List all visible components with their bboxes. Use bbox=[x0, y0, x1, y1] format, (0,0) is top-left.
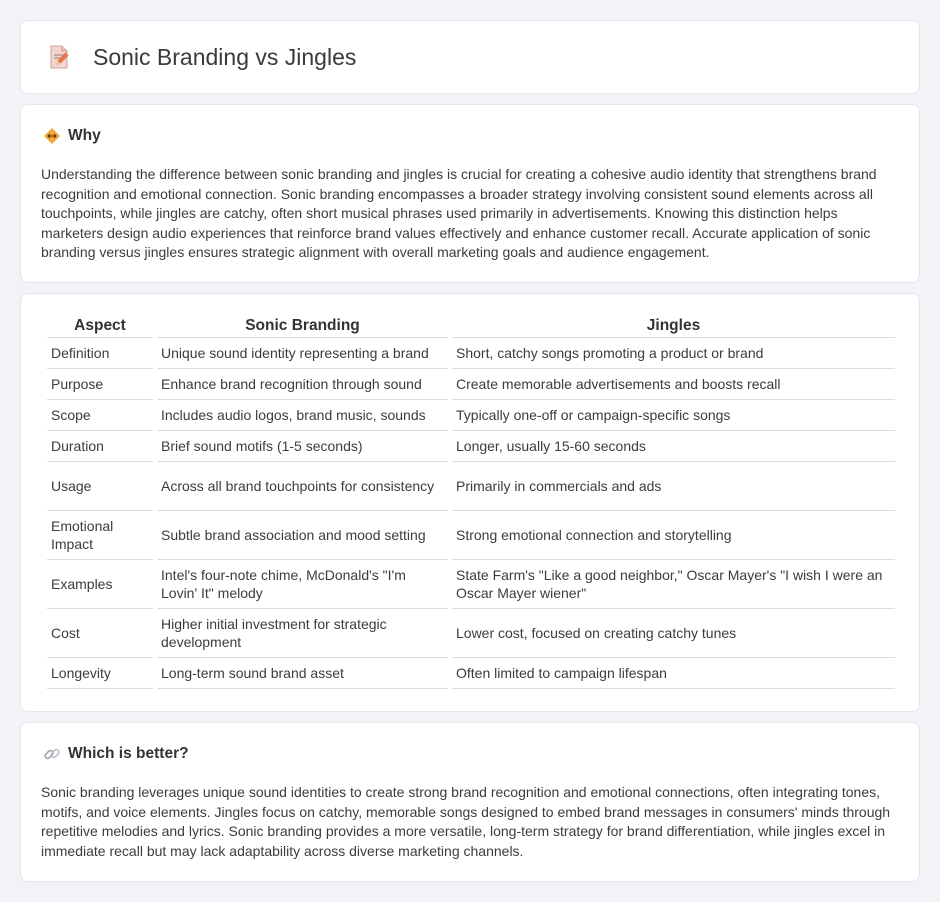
sonic-branding-cell: Intel's four-note chime, McDonald's "I'm Lovin' It" melody bbox=[157, 560, 448, 609]
sonic-branding-cell: Unique sound identity representing a brand bbox=[157, 338, 448, 369]
document-edit-icon bbox=[45, 43, 73, 71]
jingles-cell: State Farm's "Like a good neighbor," Oscar Mayer's "I wish I were an Oscar Mayer wiener" bbox=[452, 560, 895, 609]
jingles-cell: Short, catchy songs promoting a product or brand bbox=[452, 338, 895, 369]
table-row bbox=[47, 511, 895, 560]
jingles-cell: Longer, usually 15-60 seconds bbox=[452, 431, 895, 462]
comparison-section bbox=[20, 293, 920, 712]
aspect-cell: Examples bbox=[47, 560, 153, 609]
table-header-row bbox=[47, 315, 895, 338]
page-title: Sonic Branding vs Jingles bbox=[93, 43, 357, 70]
header-card bbox=[20, 20, 920, 94]
aspect-cell: Duration bbox=[47, 431, 153, 462]
jingles-cell: Primarily in commercials and ads bbox=[452, 462, 895, 511]
better-text: Sonic branding leverages unique sound identities to create strong brand recognition and emotional connections, often integrating tones, motifs, and voice elements. Jingles focus on catchy, memorable songs designed to embed brand messages in consumers' minds through repetitive melodies and lyrics. Sonic branding provides a more versatile, long-term strategy for brand differentiation, while jingles excel in immediate recall but may lack adaptability across diverse marketing channels. bbox=[41, 784, 891, 859]
aspect-cell: Scope bbox=[47, 400, 153, 431]
why-heading bbox=[43, 127, 101, 145]
sonic-branding-cell: Enhance brand recognition through sound bbox=[157, 369, 448, 400]
better-title: Which is better? bbox=[68, 745, 189, 762]
which-is-better-section bbox=[20, 722, 920, 882]
table-row bbox=[47, 560, 895, 609]
why-title: Why bbox=[68, 127, 101, 144]
header-aspect: Aspect bbox=[47, 315, 153, 338]
table-row bbox=[47, 431, 895, 462]
why-section bbox=[20, 104, 920, 283]
aspect-cell: Cost bbox=[47, 609, 153, 658]
aspect-cell: Definition bbox=[47, 338, 153, 369]
jingles-cell: Strong emotional connection and storytelling bbox=[452, 511, 895, 560]
jingles-cell: Create memorable advertisements and boosts recall bbox=[452, 369, 895, 400]
sonic-branding-cell: Brief sound motifs (1-5 seconds) bbox=[157, 431, 448, 462]
header-jingles: Jingles bbox=[452, 315, 895, 338]
better-heading bbox=[43, 745, 189, 763]
table-row bbox=[47, 338, 895, 369]
why-text: Understanding the difference between sonic branding and jingles is crucial for creating a cohesive audio identity that strengthens brand recognition and emotional connection. Sonic branding encompasses a broader strategy involving consistent sound elements across all touchpoints, while jingles are catchy, often short musical phrases used primarily in advertisements. Knowing this distinction helps marketers design audio experiences that reinforce brand values effectively and enhance customer recall. Accurate application of sonic branding versus jingles ensures strategic alignment with overall marketing goals and audience engagement. bbox=[41, 166, 877, 261]
comparison-table bbox=[43, 315, 899, 689]
aspect-cell: Longevity bbox=[47, 658, 153, 689]
jingles-cell: Typically one-off or campaign-specific songs bbox=[452, 400, 895, 431]
sonic-branding-cell: Higher initial investment for strategic development bbox=[157, 609, 448, 658]
aspect-cell: Purpose bbox=[47, 369, 153, 400]
jingles-cell: Lower cost, focused on creating catchy tunes bbox=[452, 609, 895, 658]
sonic-branding-cell: Long-term sound brand asset bbox=[157, 658, 448, 689]
table-row bbox=[47, 400, 895, 431]
sonic-branding-cell: Subtle brand association and mood setting bbox=[157, 511, 448, 560]
table-row bbox=[47, 609, 895, 658]
title-row bbox=[45, 43, 356, 71]
sonic-branding-cell: Includes audio logos, brand music, sounds bbox=[157, 400, 448, 431]
header-sonic-branding: Sonic Branding bbox=[157, 315, 448, 338]
jingles-cell: Often limited to campaign lifespan bbox=[452, 658, 895, 689]
diamond-arrows-icon bbox=[43, 127, 61, 145]
aspect-cell: Emotional Impact bbox=[47, 511, 153, 560]
table-row bbox=[47, 658, 895, 689]
table-row bbox=[47, 369, 895, 400]
aspect-cell: Usage bbox=[47, 462, 153, 511]
table-row bbox=[47, 462, 895, 511]
link-icon bbox=[43, 745, 61, 763]
sonic-branding-cell: Across all brand touchpoints for consistency bbox=[157, 462, 448, 511]
